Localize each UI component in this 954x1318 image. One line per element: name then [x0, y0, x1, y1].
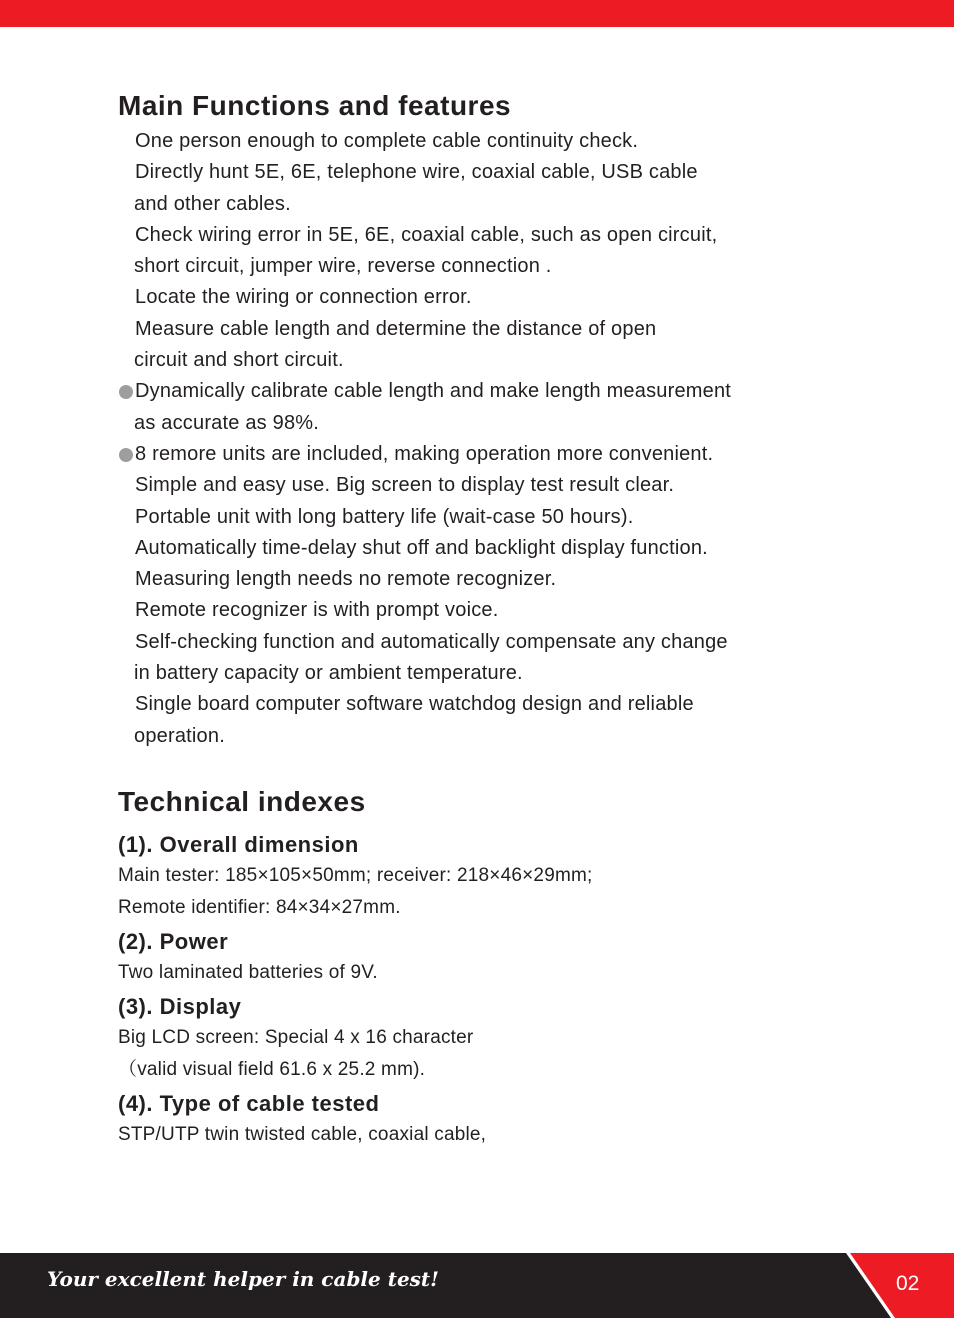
tech-section-heading: (3). Display [118, 993, 242, 1019]
feature-item [118, 282, 838, 313]
main-functions-title: Main Functions and features [118, 90, 512, 121]
feature-line: Single board computer software watchdog design and reliable [135, 693, 694, 716]
tech-section-heading: (2). Power [118, 928, 229, 954]
feature-item [118, 439, 838, 470]
tech-section [118, 927, 838, 989]
feature-line: Simple and easy use. Big screen to display test result clear. [135, 474, 675, 497]
feature-item [118, 314, 838, 377]
feature-item [118, 502, 838, 533]
feature-line: operation. [134, 724, 225, 747]
feature-item [118, 627, 838, 690]
feature-item [118, 157, 838, 220]
feature-line: short circuit, jumper wire, reverse connection . [134, 255, 552, 278]
feature-line: as accurate as 98%. [134, 411, 320, 434]
tech-spec-line: Two laminated batteries of 9V. [118, 961, 378, 983]
feature-line: Locate the wiring or connection error. [135, 286, 472, 309]
footer-tagline: Your excellent helper in cable test! [47, 1267, 439, 1291]
feature-line: circuit and short circuit. [134, 349, 344, 372]
features-list [118, 126, 838, 752]
feature-line: Dynamically calibrate cable length and make length measurement [135, 380, 732, 403]
tech-section [118, 830, 838, 924]
feature-item [118, 220, 838, 283]
feature-item [118, 595, 838, 626]
feature-line: 8 remore units are included, making operation more convenient. [135, 442, 714, 465]
feature-item [118, 376, 838, 439]
top-accent-bar [0, 0, 954, 27]
feature-line: Automatically time-delay shut off and backlight display function. [135, 536, 708, 559]
feature-item [118, 533, 838, 564]
feature-item [118, 564, 838, 595]
tech-spec-line: Main tester: 185×105×50mm; receiver: 218×46×29mm; [118, 864, 593, 886]
page-content [118, 88, 838, 1151]
feature-line: Directly hunt 5E, 6E, telephone wire, coaxial cable, USB cable [135, 161, 698, 184]
tech-section [118, 1089, 838, 1151]
feature-line: Measuring length needs no remote recognizer. [135, 568, 557, 591]
feature-line: One person enough to complete cable continuity check. [135, 130, 639, 152]
feature-line: Remote recognizer is with prompt voice. [135, 599, 499, 622]
page-number: 02 [896, 1272, 920, 1295]
bullet-dot-icon [119, 448, 133, 462]
technical-indexes-title: Technical indexes [118, 785, 366, 817]
tech-spec-line: Big LCD screen: Special 4 x 16 character [118, 1026, 474, 1048]
feature-line: Portable unit with long battery life (wait-case 50 hours). [135, 505, 634, 528]
feature-item [118, 689, 838, 752]
tech-section-heading: (4). Type of cable tested [118, 1090, 380, 1116]
tech-section [118, 992, 838, 1086]
tech-spec-line: （valid visual field 61.6 x 25.2 mm). [118, 1058, 426, 1080]
feature-line: Measure cable length and determine the distance of open [135, 317, 657, 340]
feature-item [118, 126, 838, 157]
feature-line: Check wiring error in 5E, 6E, coaxial cable, such as open circuit, [135, 223, 718, 246]
tech-spec-line: STP/UTP twin twisted cable, coaxial cable, [118, 1123, 487, 1145]
tech-section-heading: (1). Overall dimension [118, 831, 359, 857]
tech-spec-line: Remote identifier: 84×34×27mm. [118, 896, 401, 918]
bullet-dot-icon [119, 385, 133, 399]
feature-line: in battery capacity or ambient temperature. [134, 662, 523, 685]
feature-item [118, 470, 838, 501]
technical-sections [118, 830, 838, 1151]
feature-line: Self-checking function and automatically compensate any change [135, 630, 728, 653]
feature-line: and other cables. [134, 192, 291, 215]
